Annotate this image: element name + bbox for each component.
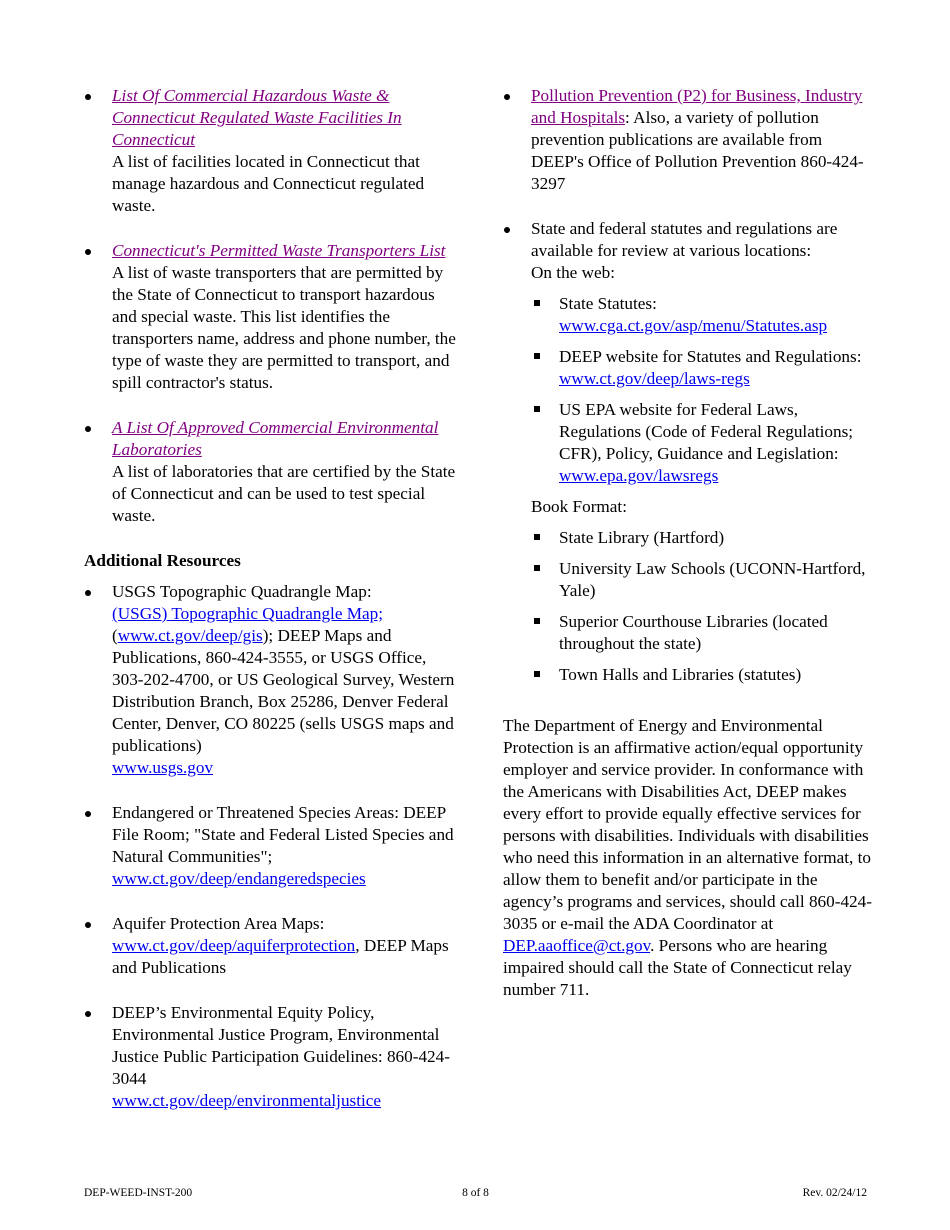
pollution-prevention-link[interactable]: Pollution Prevention (P2) for Business, Industry and Hospitals (531, 86, 863, 127)
ada-text-1: The Department of Energy and Environmental Protection is an affirmative action/equal opportunity employer and service provider. In conformance with the Americans with Disabilities Act, DEEP makes every effort to provide equally effective services for persons with disabilities. Individuals with disabilities who need this information in an alternative format, to allow them to benefit and/or participate in the agency’s programs and services, should call 860-424-3035 or e-mail the ADA Coordinator at (503, 716, 872, 933)
usgs-details-text: ); DEEP Maps and Publications, 860-424-3555, or USGS Office, 303-202-4700, or US Geological Survey, Western Distribution Branch, Box 25286, Denver Federal Center, Denver, CO 80225 (sells USGS maps and publications) (112, 626, 455, 755)
right-bullets (503, 85, 873, 487)
page-footer (84, 1187, 867, 1203)
web-item-text: US EPA website for Federal Laws, Regulations (Code of Federal Regulations; CFR), Policy, Guidance and Legislation: (559, 400, 854, 463)
usgs-lead-text: USGS Topographic Quadrangle Map: (112, 582, 372, 601)
p2-item (503, 85, 873, 195)
usgs-resource-item (84, 581, 459, 779)
list-item-description: A list of laboratories that are certified by the State of Connecticut and can be used to test special waste. (112, 462, 456, 525)
usgs-gov-link[interactable]: www.usgs.gov (112, 758, 214, 777)
state-statutes-link[interactable]: www.cga.ct.gov/asp/menu/Statutes.asp (559, 316, 828, 335)
list-item: Town Halls and Libraries (statutes) (531, 664, 873, 686)
list-item-description: A list of waste transporters that are permitted by the State of Connecticut to transport hazardous and special waste. This list identifies the transporters name, address and phone number, the type of waste they are permitted to transport, and spill contractor's status. (112, 263, 456, 392)
equity-resource-item (84, 1002, 459, 1112)
additional-resources-heading: Additional Resources (84, 551, 241, 570)
p2-text: : Also, a variety of pollution prevention publications are available from DEEP's Office of Pollution Prevention 860-424-3297 (531, 108, 864, 193)
list-item-description: A list of facilities located in Connecticut that manage hazardous and Connecticut regulated waste. (112, 152, 425, 215)
book-format-list (531, 527, 873, 686)
aquifer-resource-item (84, 913, 459, 979)
aquifer-text: Aquifer Protection Area Maps: (112, 914, 325, 933)
on-the-web-label: On the web: (531, 263, 616, 282)
waste-transporters-link[interactable]: Connecticut's Permitted Waste Transporters List (112, 241, 446, 260)
right-column (503, 85, 873, 1001)
ada-text-2: . Persons who are hearing impaired should call the State of Connecticut relay number 711. (503, 936, 852, 999)
page-number: 8 of 8 (462, 1187, 489, 1199)
environmental-laboratories-link[interactable]: A List Of Approved Commercial Environmental Laboratories (112, 418, 439, 459)
list-item (84, 85, 459, 217)
list-item: State Library (Hartford) (531, 527, 873, 549)
document-id: DEP-WEED-INST-200 (84, 1187, 193, 1199)
deep-laws-regs-link[interactable]: www.ct.gov/deep/laws-regs (559, 369, 750, 388)
ada-email-link[interactable]: DEP.aaoffice@ct.gov (503, 936, 651, 955)
web-resources-list (531, 293, 873, 487)
ada-statement (503, 715, 873, 1001)
equity-text: DEEP’s Environmental Equity Policy, Environmental Justice Program, Environmental Justice Public Participation Guidelines: 860-424-3044 (112, 1003, 450, 1088)
epa-lawsregs-link[interactable]: www.epa.gov/lawsregs (559, 466, 719, 485)
web-item-text: DEEP website for Statutes and Regulations: (559, 347, 862, 366)
revision-date: Rev. 02/24/12 (802, 1187, 867, 1199)
hazardous-waste-facilities-link[interactable]: List Of Commercial Hazardous Waste & Connecticut Regulated Waste Facilities In Connecticut (112, 86, 402, 149)
list-item: Superior Courthouse Libraries (located throughout the state) (531, 611, 873, 655)
statutes-item (503, 218, 873, 487)
list-item (531, 399, 873, 487)
additional-resources-list (84, 581, 459, 1112)
list-item (84, 240, 459, 394)
list-item (531, 293, 873, 337)
web-item-text: State Statutes: (559, 294, 657, 313)
environmental-justice-link[interactable]: www.ct.gov/deep/environmentaljustice (112, 1091, 382, 1110)
list-item (531, 346, 873, 390)
deep-gis-link[interactable]: www.ct.gov/deep/gis (117, 626, 263, 645)
paren-open: ( (112, 626, 118, 645)
book-format-label: Book Format: (531, 497, 627, 516)
facility-lists (84, 85, 459, 527)
endangered-species-link[interactable]: www.ct.gov/deep/endangeredspecies (112, 869, 366, 888)
aquifer-protection-link[interactable]: www.ct.gov/deep/aquiferprotection (112, 936, 356, 955)
list-item: University Law Schools (UCONN-Hartford, Yale) (531, 558, 873, 602)
species-text: Endangered or Threatened Species Areas: DEEP File Room; "State and Federal Listed Species and Natural Communities"; (112, 803, 454, 866)
left-column (84, 85, 459, 1135)
aquifer-after-text: , DEEP Maps and Publications (112, 936, 449, 977)
list-item (84, 417, 459, 527)
usgs-quadrangle-link[interactable]: (USGS) Topographic Quadrangle Map; (112, 604, 384, 623)
species-resource-item (84, 802, 459, 890)
statutes-intro: State and federal statutes and regulations are available for review at various locations: (531, 219, 838, 260)
